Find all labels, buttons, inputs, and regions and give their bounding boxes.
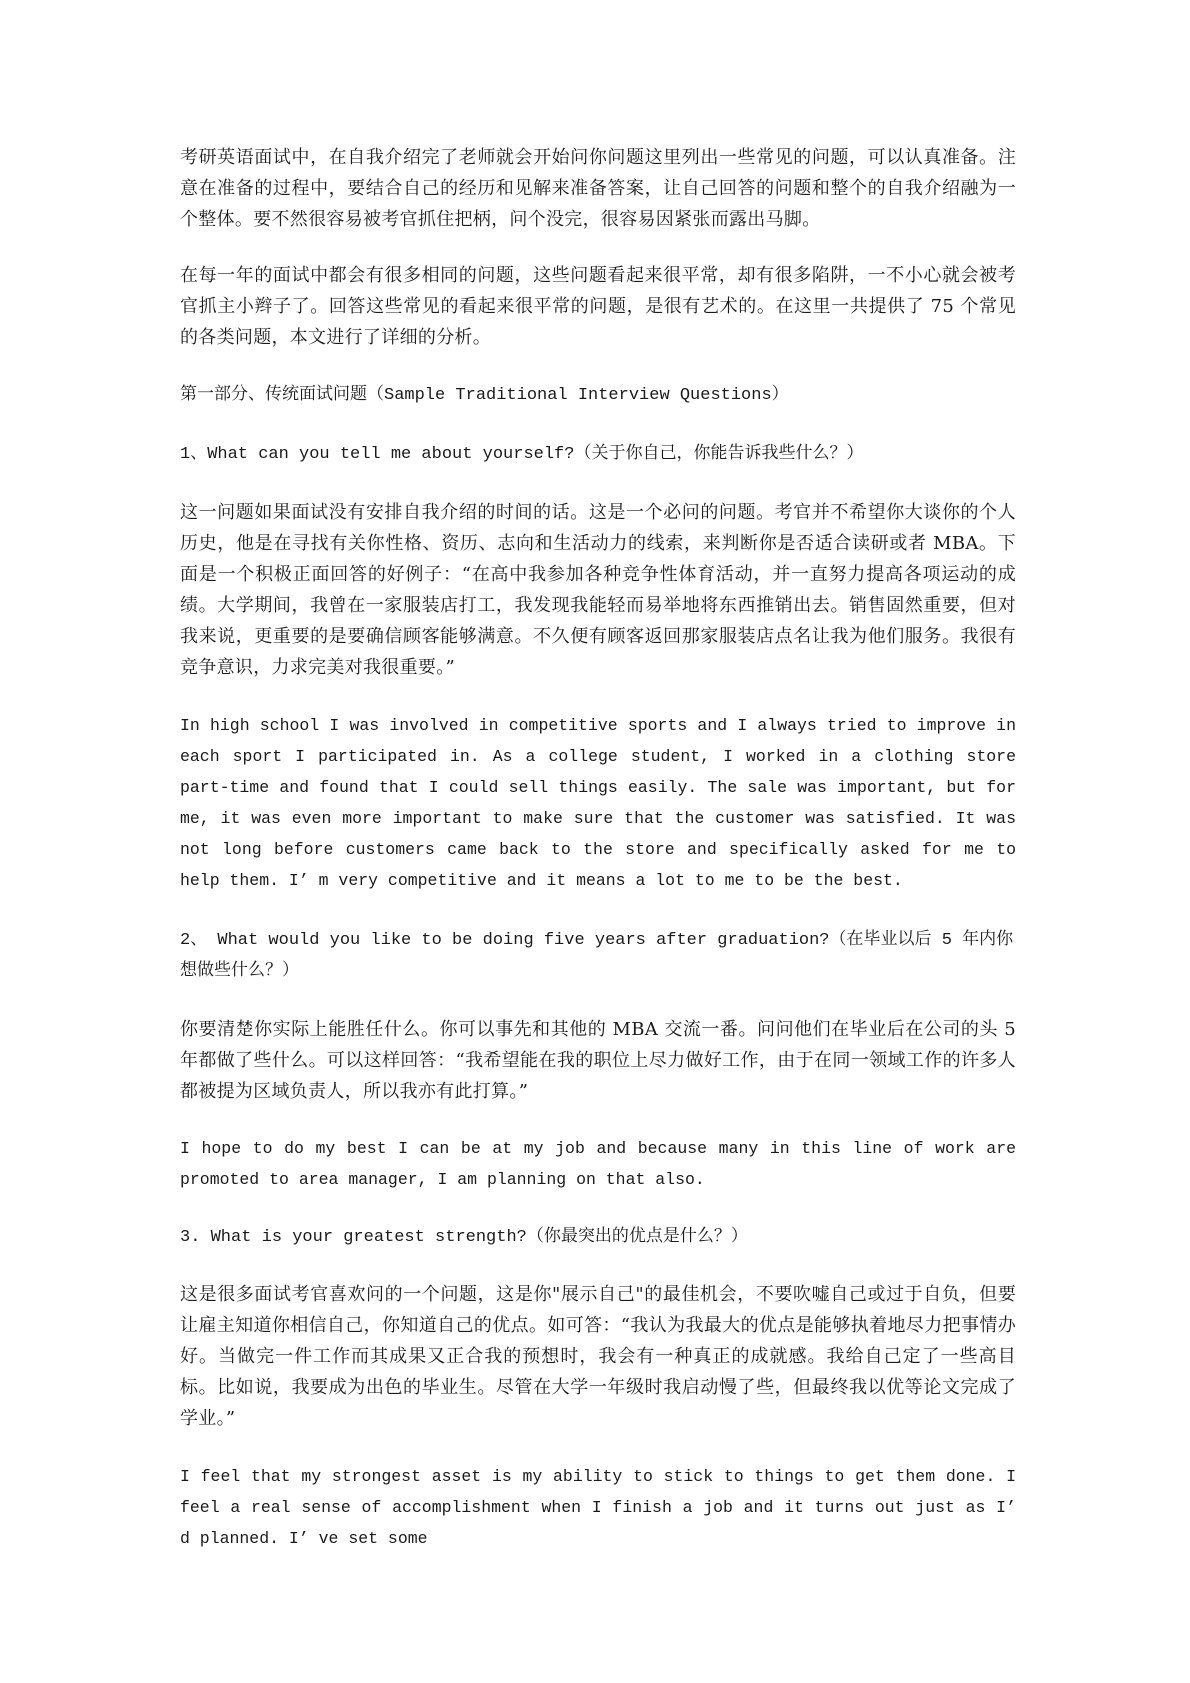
question-3-heading: 3. What is your greatest strength?（你最突出的优点是什么？） — [180, 1228, 748, 1247]
question-1-english-answer: In high school I was involved in competitive sports and I always tried to improve in each sport I participated in. As a college student, I worked in a clothing store part-time and found that I could sell things easily. The sale was important, but for me, it was even more important to make sure that the customer was satisfied. It was not long before customers came back to the store and specifically asked for me to help them. I’ m very competitive and it means a lot to me to be the best. — [180, 716, 1016, 890]
question-2-analysis: 你要清楚你实际上能胜任什么。你可以事先和其他的 MBA 交流一番。问问他们在毕业后在公司的头 5 年都做了些什么。可以这样回答：“我希望能在我的职位上尽力做好工作，由于在同一领域工作的许多人都被提为区域负责人，所以我亦有此打算。” — [180, 1019, 1016, 1102]
intro-paragraph: 考研英语面试中，在自我介绍完了老师就会开始问你问题这里列出一些常见的问题，可以认真准备。注意在准备的过程中，要结合自己的经历和见解来准备答案，让自己回答的问题和整个的自我介绍融为一个整体。要不然很容易被考官抓住把柄，问个没完，很容易因紧张而露出马脚。 — [180, 147, 1016, 230]
question-3-analysis: 这是很多面试考官喜欢问的一个问题，这是你"展示自己"的最佳机会，不要吹嘘自己或过于自负，但要让雇主知道你相信自己，你知道自己的优点。如可答：“我认为我最大的优点是能够执着地尽力把事情办好。当做完一件工作而其成果又正合我的预想时，我会有一种真正的成就感。我给自己定了一些高目标。比如说，我要成为出色的毕业生。尽管在大学一年级时我启动慢了些，但最终我以优等论文完成了学业。” — [180, 1284, 1016, 1429]
question-3-english-answer: I feel that my strongest asset is my ability to stick to things to get them done. I feel a real sense of accomplishment when I finish a job and it turns out just as I’ d planned. I’ ve set some — [180, 1467, 1016, 1548]
intro-paragraph-2: 在每一年的面试中都会有很多相同的问题，这些问题看起来很平常，却有很多陷阱，一不小心就会被考官抓主小辫子了。回答这些常见的看起来很平常的问题，是很有艺术的。在这里一共提供了 75 个常见的各类问题，本文进行了详细的分析。 — [180, 265, 1016, 348]
question-2-heading: 2、 What would you like to be doing five years after graduation?（在毕业以后 5 年内你想做些什么？） — [180, 931, 1014, 981]
question-1-analysis: 这一问题如果面试没有安排自我介绍的时间的话。这是一个必问的问题。考官并不希望你大谈你的个人历史，他是在寻找有关你性格、资历、志向和生活动力的线索，来判断你是否适合读研或者 MBA。下面是一个积极正面回答的好例子：“在高中我参加各种竞争性体育活动，并一直努力提高各项运动的成绩。大学期间，我曾在一家服装店打工，我发现我能轻而易举地将东西推销出去。销售固然重要，但对我来说，更重要的是要确信顾客能够满意。不久便有顾客返回那家服装店点名让我为他们服务。我很有竞争意识，力求完美对我很重要。” — [180, 502, 1016, 678]
question-2-english-answer: I hope to do my best I can be at my job and because many in this line of work are promoted to area manager, I am planning on that also. — [180, 1139, 1016, 1189]
question-1-heading: 1、What can you tell me about yourself?（关于你自己，你能告诉我些什么？） — [180, 445, 864, 464]
section-heading: 第一部分、传统面试问题（Sample Traditional Interview Questions） — [180, 386, 789, 405]
document-body — [180, 142, 1016, 1554]
